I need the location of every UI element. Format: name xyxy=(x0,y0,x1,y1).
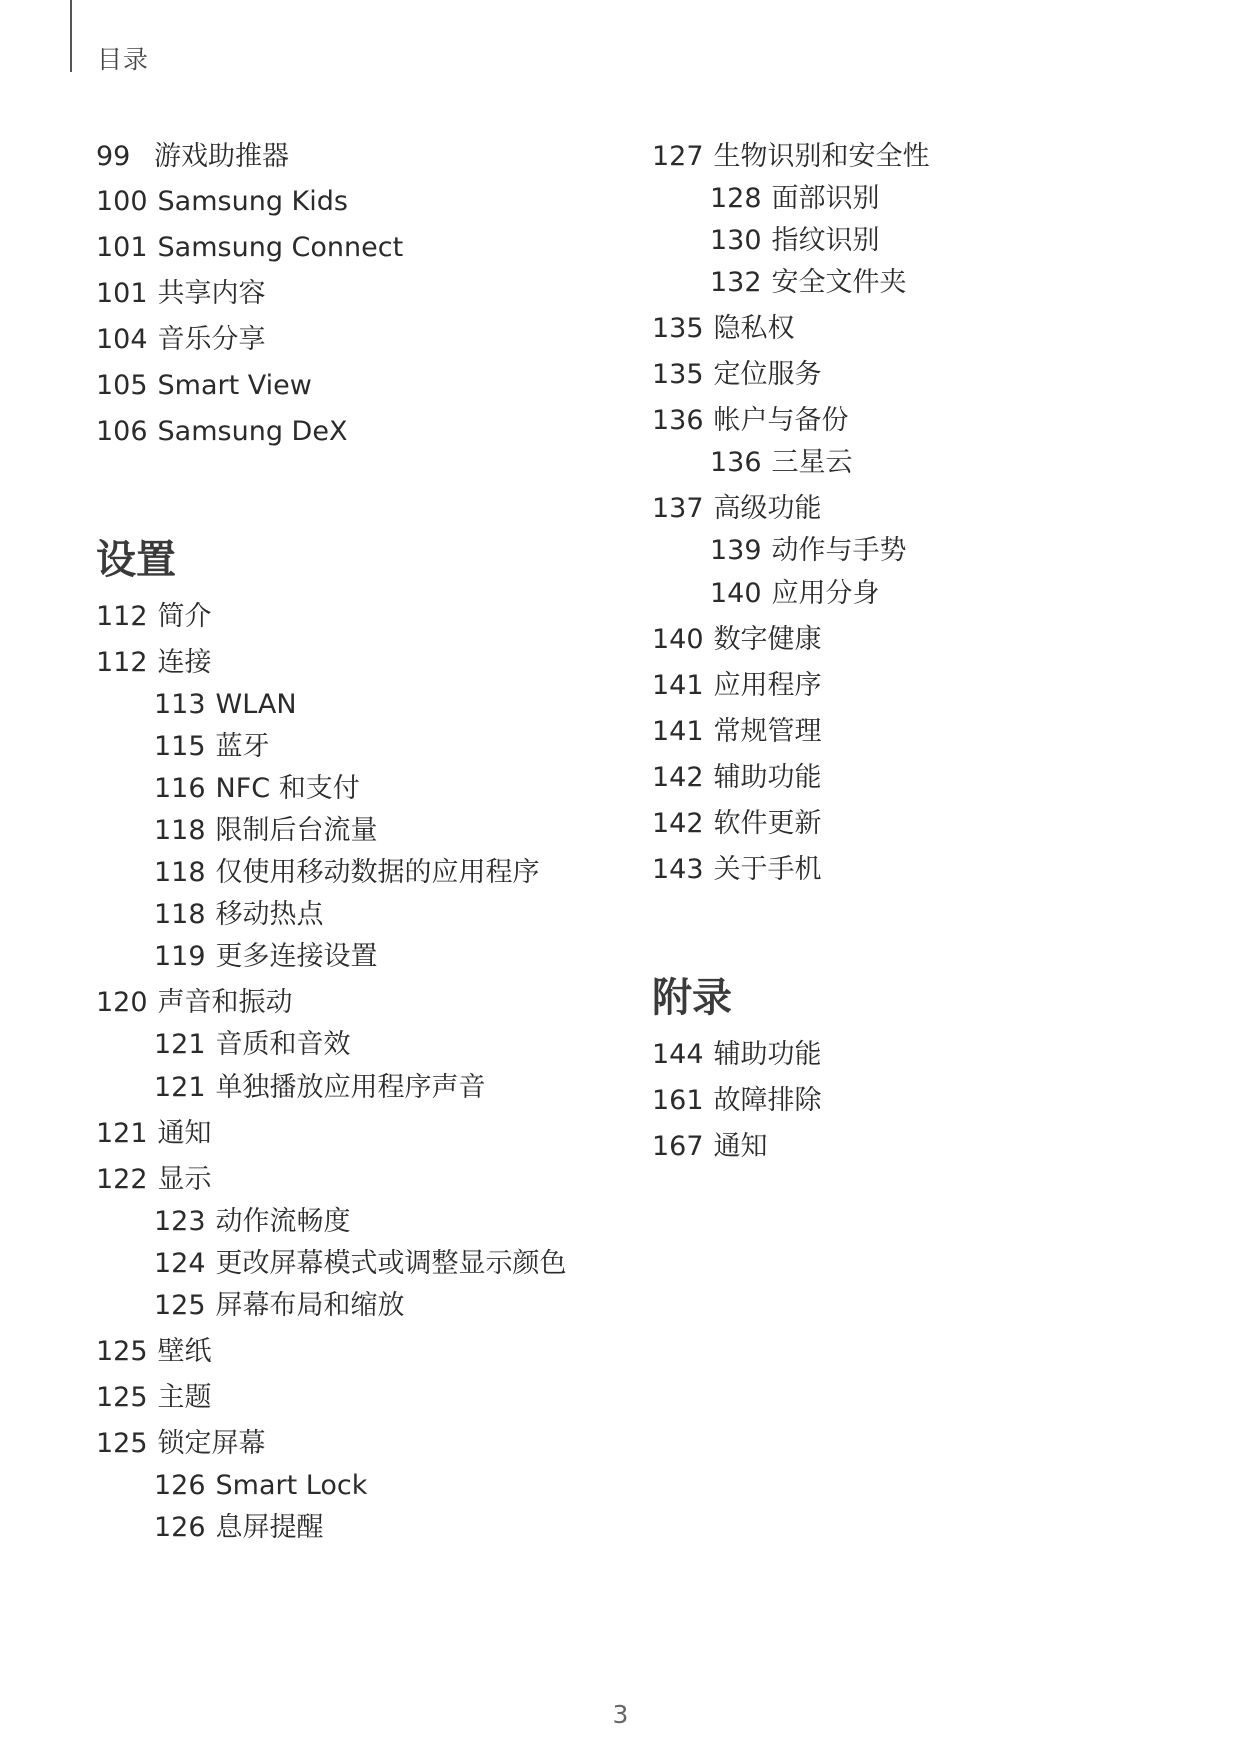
toc-entry-title: 仅使用移动数据的应用程序 xyxy=(215,857,540,888)
toc-entry-title: 声音和振动 xyxy=(157,987,293,1018)
toc-entry[interactable] xyxy=(96,646,212,680)
toc-entry-title: 游戏助推器 xyxy=(154,141,289,172)
toc-entry-page: 136 xyxy=(652,405,704,436)
toc-entry-title: 简介 xyxy=(157,601,212,632)
toc-entry-page: 119 xyxy=(154,941,206,972)
toc-entry-title: 壁纸 xyxy=(157,1336,212,1367)
toc-entry-title: 数字健康 xyxy=(713,624,822,655)
toc-entry-page: 121 xyxy=(96,1118,148,1149)
toc-entry-title: 更多连接设置 xyxy=(215,941,378,972)
toc-entry-title: 指纹识别 xyxy=(771,225,880,256)
page-number: 3 xyxy=(612,1700,629,1729)
section-heading-appendix[interactable]: 附录 xyxy=(652,975,732,1021)
toc-entry-page: 144 xyxy=(652,1039,704,1070)
toc-entry-page: 125 xyxy=(154,1290,206,1321)
toc-entry[interactable] xyxy=(96,185,348,219)
toc-entry[interactable] xyxy=(652,853,822,887)
toc-subentry[interactable] xyxy=(710,446,853,480)
toc-entry-page: 100 xyxy=(96,186,148,217)
toc-entry-page: 135 xyxy=(652,313,704,344)
toc-subentry[interactable] xyxy=(154,1028,351,1062)
toc-entry-page: 118 xyxy=(154,899,206,930)
toc-entry-title: Smart Lock xyxy=(215,1470,368,1501)
toc-entry-title: 帐户与备份 xyxy=(713,405,849,436)
page-header-title: 目录 xyxy=(97,45,150,74)
toc-entry-page: 136 xyxy=(710,447,762,478)
toc-entry-page: 132 xyxy=(710,267,762,298)
toc-entry-title: 常规管理 xyxy=(713,716,822,747)
toc-entry-page: 128 xyxy=(710,183,762,214)
toc-entry-title: 音质和音效 xyxy=(215,1029,351,1060)
toc-entry-title: 限制后台流量 xyxy=(215,815,378,846)
toc-entry-page: 101 xyxy=(96,278,148,309)
toc-entry-title: 定位服务 xyxy=(713,359,822,390)
toc-entry[interactable] xyxy=(652,140,930,174)
toc-entry-page: 105 xyxy=(96,370,148,401)
toc-entry[interactable] xyxy=(96,323,266,357)
toc-entry[interactable] xyxy=(96,1163,212,1197)
toc-entry[interactable] xyxy=(652,1130,768,1164)
toc-entry[interactable] xyxy=(96,140,289,174)
toc-subentry[interactable] xyxy=(154,1289,405,1323)
toc-subentry[interactable] xyxy=(154,814,378,848)
toc-entry-page: 118 xyxy=(154,815,206,846)
toc-subentry[interactable] xyxy=(154,940,378,974)
toc-subentry[interactable] xyxy=(154,1247,567,1281)
toc-entry[interactable] xyxy=(96,277,266,311)
toc-subentry[interactable] xyxy=(154,730,270,764)
toc-entry-title: 安全文件夹 xyxy=(771,267,907,298)
toc-entry-title: 关于手机 xyxy=(713,854,822,885)
toc-entry-page: 143 xyxy=(652,854,704,885)
toc-entry[interactable] xyxy=(96,986,293,1020)
toc-entry-page: 104 xyxy=(96,324,148,355)
toc-entry-page: 123 xyxy=(154,1206,206,1237)
toc-entry[interactable] xyxy=(652,358,822,392)
toc-entry-title: 息屏提醒 xyxy=(215,1512,324,1543)
toc-subentry[interactable] xyxy=(154,1469,367,1503)
toc-entry-page: 127 xyxy=(652,141,704,172)
toc-entry-title: 锁定屏幕 xyxy=(157,1428,266,1459)
toc-entry[interactable] xyxy=(96,1381,212,1415)
toc-subentry[interactable] xyxy=(710,577,880,611)
toc-entry-title: 辅助功能 xyxy=(713,1039,822,1070)
toc-subentry[interactable] xyxy=(710,224,880,258)
toc-entry[interactable] xyxy=(652,807,822,841)
toc-entry-title: 高级功能 xyxy=(713,493,822,524)
toc-entry-page: 113 xyxy=(154,689,206,720)
toc-entry-page: 121 xyxy=(154,1072,206,1103)
toc-entry-page: 141 xyxy=(652,670,704,701)
toc-entry-title: 共享内容 xyxy=(157,278,266,309)
toc-entry[interactable] xyxy=(96,1117,212,1151)
toc-entry-title: 软件更新 xyxy=(713,808,822,839)
toc-entry-title: 显示 xyxy=(157,1164,212,1195)
toc-entry-page: 142 xyxy=(652,808,704,839)
toc-entry-page: 167 xyxy=(652,1131,704,1162)
toc-entry[interactable] xyxy=(96,369,312,403)
toc-entry[interactable] xyxy=(96,1335,212,1369)
toc-entry[interactable] xyxy=(96,600,212,634)
toc-entry[interactable] xyxy=(652,761,822,795)
toc-entry-page: 125 xyxy=(96,1336,148,1367)
toc-entry-title: 动作流畅度 xyxy=(215,1206,351,1237)
toc-entry-page: 135 xyxy=(652,359,704,390)
toc-subentry[interactable] xyxy=(710,534,907,568)
toc-entry-title: 三星云 xyxy=(771,447,853,478)
toc-entry-title: 通知 xyxy=(157,1118,212,1149)
toc-entry-title: 生物识别和安全性 xyxy=(713,141,930,172)
toc-subentry[interactable] xyxy=(154,1071,486,1105)
toc-entry-page: 106 xyxy=(96,416,148,447)
toc-entry[interactable] xyxy=(652,492,822,526)
toc-entry[interactable] xyxy=(652,669,822,703)
toc-entry-page: 137 xyxy=(652,493,704,524)
toc-entry-page: 116 xyxy=(154,773,206,804)
toc-entry-title: 移动热点 xyxy=(215,899,324,930)
toc-subentry[interactable] xyxy=(710,182,880,216)
toc-entry-page: 130 xyxy=(710,225,762,256)
toc-subentry[interactable] xyxy=(154,1205,351,1239)
toc-entry[interactable] xyxy=(652,623,822,657)
toc-entry-page: 121 xyxy=(154,1029,206,1060)
toc-entry-title: 音乐分享 xyxy=(157,324,266,355)
toc-entry-title: 通知 xyxy=(713,1131,768,1162)
toc-entry[interactable] xyxy=(652,1084,822,1118)
toc-entry-page: 141 xyxy=(652,716,704,747)
toc-entry-page: 126 xyxy=(154,1512,206,1543)
toc-subentry[interactable] xyxy=(154,856,540,890)
toc-subentry[interactable] xyxy=(154,688,297,722)
toc-entry-page: 101 xyxy=(96,232,148,263)
toc-entry-page: 112 xyxy=(96,647,148,678)
toc-entry[interactable] xyxy=(652,1038,822,1072)
toc-entry-page: 122 xyxy=(96,1164,148,1195)
toc-entry-title: Samsung Kids xyxy=(157,186,348,217)
toc-entry-title: 应用程序 xyxy=(713,670,822,701)
toc-entry-page: 139 xyxy=(710,535,762,566)
toc-entry-title: Samsung DeX xyxy=(157,416,348,447)
toc-entry-title: 蓝牙 xyxy=(215,731,270,762)
toc-entry-title: 隐私权 xyxy=(713,313,795,344)
toc-entry-page: 126 xyxy=(154,1470,206,1501)
toc-entry-title: Samsung Connect xyxy=(157,232,404,263)
toc-entry-page: 140 xyxy=(710,578,762,609)
toc-entry-title: 主题 xyxy=(157,1382,212,1413)
toc-entry-page: 125 xyxy=(96,1428,148,1459)
toc-entry-page: 115 xyxy=(154,731,206,762)
toc-entry-title: 面部识别 xyxy=(771,183,880,214)
toc-entry[interactable] xyxy=(652,404,849,438)
toc-entry-title: 更改屏幕模式或调整显示颜色 xyxy=(215,1248,567,1279)
toc-entry-title: NFC 和支付 xyxy=(215,773,360,804)
toc-entry-page: 112 xyxy=(96,601,148,632)
toc-entry-title: 单独播放应用程序声音 xyxy=(215,1072,486,1103)
toc-subentry[interactable] xyxy=(154,1511,324,1545)
toc-entry-title: 辅助功能 xyxy=(713,762,822,793)
toc-entry-page: 125 xyxy=(96,1382,148,1413)
toc-subentry[interactable] xyxy=(710,266,907,300)
toc-entry[interactable] xyxy=(96,1427,266,1461)
toc-entry[interactable] xyxy=(652,312,795,346)
toc-entry-page: 142 xyxy=(652,762,704,793)
header-rule xyxy=(70,0,72,72)
toc-entry-title: 应用分身 xyxy=(771,578,880,609)
toc-entry[interactable] xyxy=(96,415,347,449)
toc-entry-page: 124 xyxy=(154,1248,206,1279)
toc-entry-page: 120 xyxy=(96,987,148,1018)
toc-entry-title: 连接 xyxy=(157,647,212,678)
toc-entry-page: 140 xyxy=(652,624,704,655)
toc-entry-page: 99 xyxy=(96,141,131,172)
toc-entry-page: 118 xyxy=(154,857,206,888)
toc-entry-title: 故障排除 xyxy=(713,1085,822,1116)
toc-entry-title: WLAN xyxy=(215,689,297,720)
toc-entry[interactable] xyxy=(652,715,822,749)
toc-subentry[interactable] xyxy=(154,898,324,932)
toc-entry-page: 161 xyxy=(652,1085,704,1116)
toc-entry[interactable] xyxy=(96,231,403,265)
toc-entry-title: 动作与手势 xyxy=(771,535,907,566)
toc-entry-title: Smart View xyxy=(157,370,312,401)
toc-entry-title: 屏幕布局和缩放 xyxy=(215,1290,405,1321)
section-heading-settings[interactable]: 设置 xyxy=(96,537,176,583)
toc-subentry[interactable] xyxy=(154,772,360,806)
